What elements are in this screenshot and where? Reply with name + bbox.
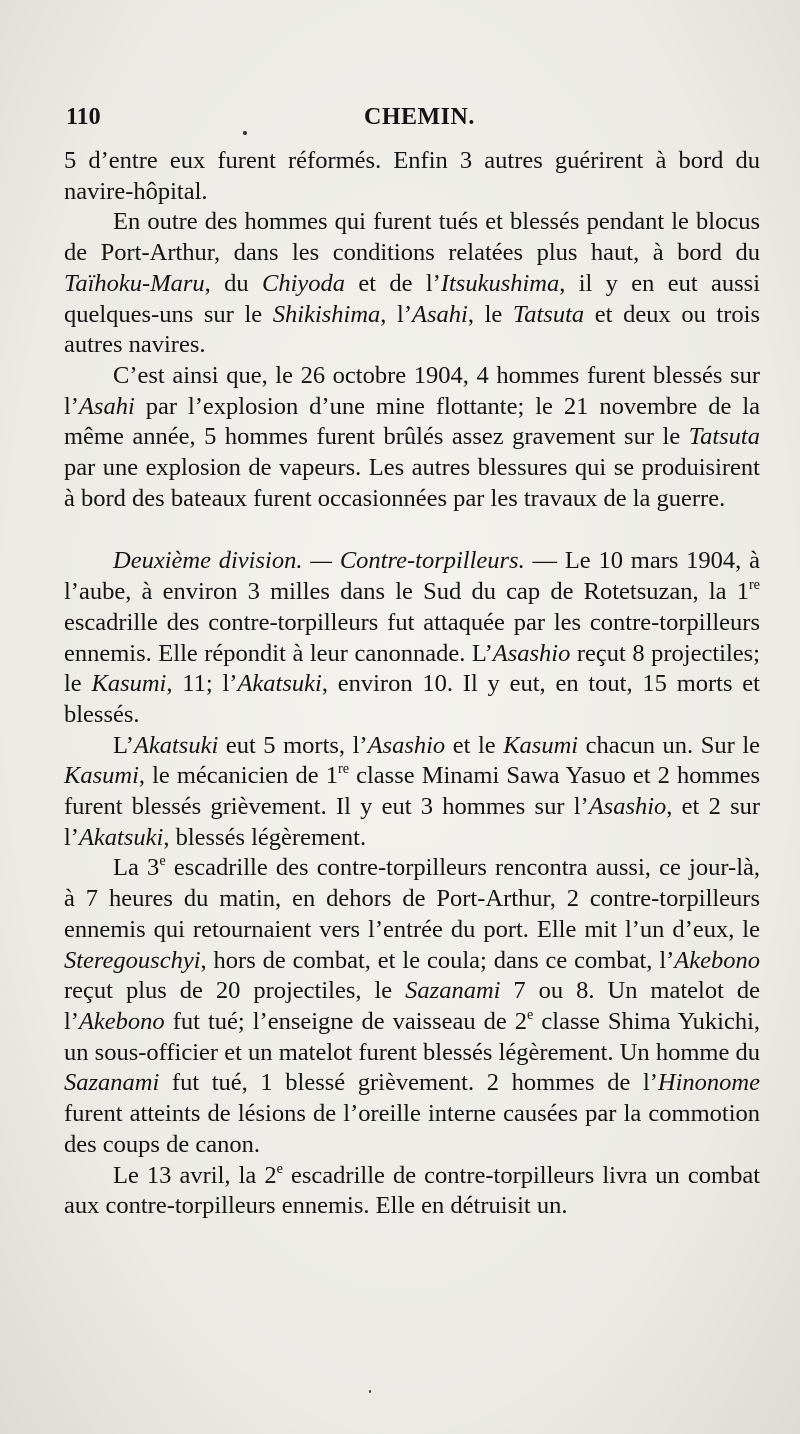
paragraph-p1: 5 d’entre eux furent réformés. Enfin 3 autres guérirent à bord du navire-hôpital.: [64, 147, 760, 205]
paragraph-p2: En outre des hommes qui furent tués et blessés pendant le blocus de Port-Arthur, dans les conditions relatées plus haut, à bord du Taïhoku-Maru, du Chiyoda et de l’Itsukushima, il y en eut aussi quelques-uns sur le Shikishima, l’Asahi, le Tatsuta et deux ou trois autres navires.: [64, 208, 761, 359]
ink-speck: [369, 1390, 371, 1393]
paragraph-p7: Le 13 avril, la 2e escadrille de contre-torpilleurs livra un combat aux contre-torpilleurs ennemis. Elle en détruisit un.: [64, 1160, 760, 1220]
paragraph-p4: Deuxième division. — Contre-torpilleurs. — Le 10 mars 1904, à l’aube, à environ 3 milles dans le Sud du cap de Rotetsuzan, la 1re escadrille des contre-torpilleurs fut attaquée par les contre-torpilleurs ennemis. Elle répondit à leur canonnade. L’Asashio reçut 8 projectiles; le Kasumi, 11; l’Akatsuki, environ 10. Il y eut, en tout, 15 morts et blessés.: [64, 547, 760, 728]
paragraph-p6: La 3e escadrille des contre-torpilleurs rencontra aussi, ce jour-là, à 7 heures du matin, en dehors de Port-Arthur, 2 contre-torpilleurs ennemis qui retournaient vers l’entrée du port. Elle mit l’un d’eux, le Steregouschyi, hors de combat, et le coula; dans ce combat, l’Akebono reçut plus de 20 projectiles, le Sazanami 7 ou 8. Un matelot de l’Akebono fut tué; l’enseigne de vaisseau de 2e classe Shima Yukichi, un sous-officier et un matelot furent blessés légèrement. Un homme du Sazanami fut tué, 1 blessé grièvement. 2 hommes de l’Hinonome furent atteints de lésions de l’oreille interne causées par la commotion des coups de canon.: [64, 853, 760, 1158]
running-head: CHEMIN.: [364, 104, 475, 130]
paragraph-p5: L’Akatsuki eut 5 morts, l’Asashio et le Kasumi chacun un. Sur le Kasumi, le mécanicien de 1re classe Minami Sawa Yasuo et 2 hommes furent blessés grièvement. Il y eut 3 hommes sur l’Asashio, et 2 sur l’Akatsuki, blessés légèrement.: [64, 731, 761, 851]
page-header: [64, 100, 760, 136]
page-number: 110: [66, 104, 101, 130]
paragraph-p3: C’est ainsi que, le 26 octobre 1904, 4 hommes furent blessés sur l’Asahi par l’explosion d’une mine flottante; le 21 novembre de la même année, 5 hommes furent brûlés assez gravement sur le Tatsuta par une explosion de vapeurs. Les autres blessures qui se produisirent à bord des bateaux furent occasionnées par les travaux de la guerre.: [64, 361, 760, 512]
body-text: [64, 146, 760, 1222]
ink-speck: [243, 131, 247, 135]
